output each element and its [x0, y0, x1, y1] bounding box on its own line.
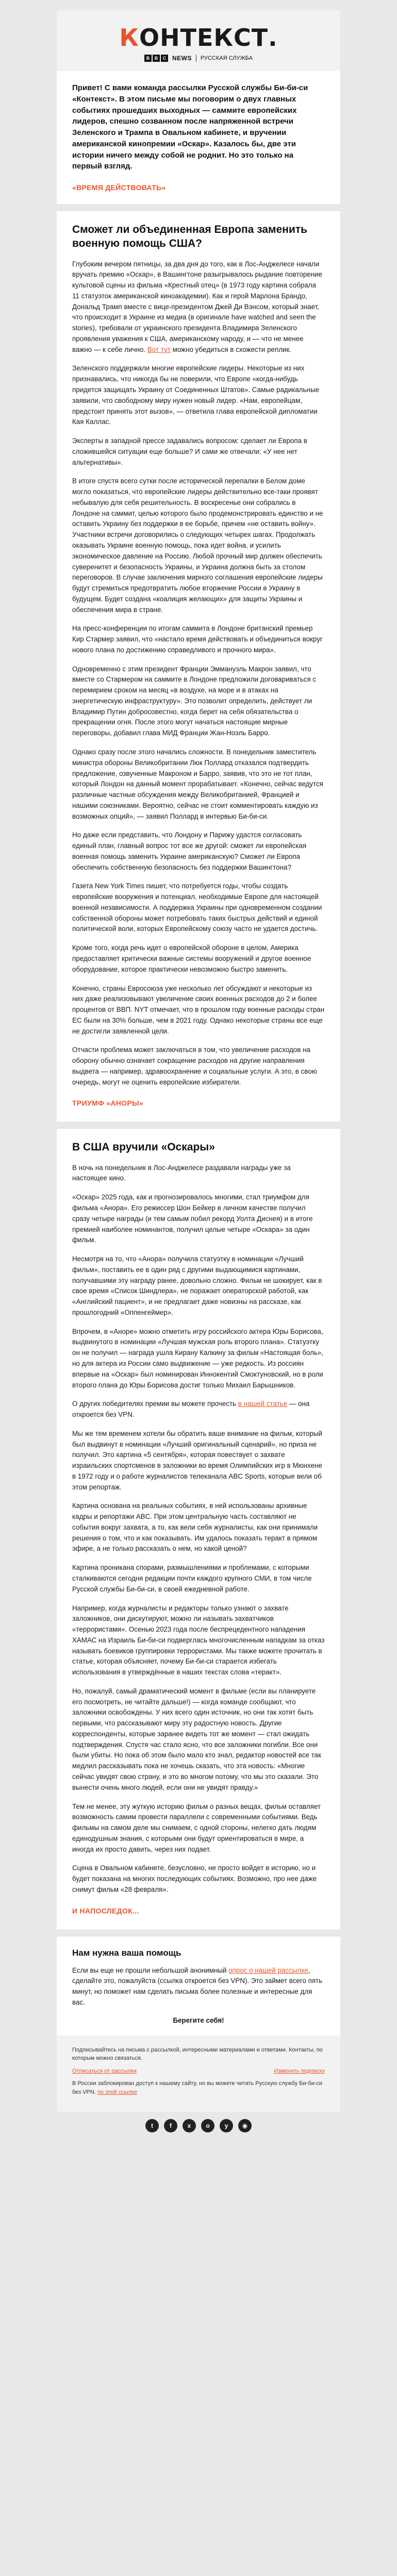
paragraph: Отчасти проблема может заключаться в том, что увеличение расходов на оборону обычно означает сокращение расходов на другие направления выдвета — например, здравоохранение и социальные услуги. А это, в свою очередь, могут не оценить европейские избиратели.	[72, 1046, 317, 1086]
paragraph: Конечно, страны Евросоюза уже несколько лет обсуждают и некоторые из них даже реализовывают увеличение своих военных расходов до 2 и более процентов от ВВП. NYT отмечает, что в прошлом году военные расходы стран ЕС были на 30% больше, чем в 2021 году. Однако некоторые страны все еще не достигли заявленной цели.	[72, 984, 325, 1035]
section-title: Сможет ли объединенная Европа заменить военную помощь США?	[72, 224, 308, 250]
x-icon[interactable]: x	[183, 2119, 196, 2132]
section-oscars	[57, 1122, 340, 1929]
paragraph: Сцена в Овальном кабинете, безусловно, не просто войдет в историю, но и будет показана на многих последующих событиях. Возможно, про нее даже снимут фильм «28 февраля».	[72, 1864, 317, 1893]
newsletter-footer	[57, 2036, 340, 2112]
footer-text: В России заблокирован доступ к нашему сайту, но вы можете читать Русскую службу Би-би-си без VPN. по этой ссылке	[72, 2080, 323, 2095]
paragraph: Глубоким вечером пятницы, за два дня до того, как в Лос-Анджелесе начали вручать премию «Оскар», в Вашингтоне разыгрывалось рыдание повторение культовой сцены из фильма «Крестный отец» (в 1973 году картина собрала 11 статуэток американской киноакадемии). Как и герой Марлона Брандо, Дональд Трамп вместе с вице-президентом Джей Ди Вэнсом, который знает, что происходит в Украине из медиа (в оригинале have watched and seen the stories), требовали от украинского президента Владимира Зеленского проявления уважения к США, американскому народу, и — что не менее важно — к себе лично. Вот тут можно убедиться в схожести реплик.	[72, 260, 323, 353]
bbc-logo: B B C	[144, 55, 168, 62]
paragraph: Если вы еще не прошли небольшой анонимный опрос о нашей рассылке, сделайте это, пожалуйста (ссылка откроется без VPN). Это займет всего пять минут, но поможет нам сделать письма более полезные и интересные для вас.	[72, 1966, 323, 2006]
intro-card	[57, 71, 340, 204]
kontekst-logo[interactable]: КОНТЕКСТ.	[119, 24, 278, 52]
help-title: Нам нужна ваша помощь	[72, 1947, 181, 1958]
intro-cta-link[interactable]: «ВРЕМЯ ДЕЙСТВОВАТЬ»	[72, 183, 166, 192]
youtube-icon[interactable]: y	[220, 2119, 233, 2132]
paragraph: Одновременно с этим президент Франции Эммануэль Макрон заявил, что вместе со Стармером на саммите в Лондоне предложили договариваться с перемирием сроком на месяц «в воздухе, на море и в атаках на энергетическую инфраструктуру». Это позволит определить, действует ли Владимир Путин добросовестно, когда берет на себя обязательства о прекращении огня. После этого могут начаться настоящие мирные переговоры, добавил глава МИД Франции Жан-Ноэль Барро.	[72, 665, 317, 737]
instagram-icon[interactable]: ◉	[238, 2119, 252, 2132]
bbc-news-label: NEWS	[172, 55, 192, 62]
section-cta-link[interactable]: И НАПОСЛЕДОК...	[72, 1906, 139, 1915]
inline-link[interactable]: Вот тут	[147, 345, 171, 353]
paragraph: Кроме того, когда речь идет о европейской обороне в целом, Америка предоставляет критически важные системы вооружений и другое военное оборудование, которое практически невозможно быстро заменить.	[72, 944, 311, 973]
manage-subscription-link[interactable]: Изменить подписку	[274, 2067, 325, 2074]
survey-link[interactable]: опрос о нашей рассылке	[228, 1966, 308, 1974]
paragraph: Картина проникана спорами, размышлениями и проблемами, с которыми сталкиваются сегодня редакции почти каждого крупного СМИ, в том числе Русской службы Би-би-си, в своей ежедневной работе.	[72, 1564, 312, 1593]
paragraph: Несмотря на то, что «Анора» получила статуэтку в номинации «Лучший фильм», поставить ее в один ряд с другими выдающимися картинами, получавшими эту награду ранее, довольно сложно. Фильм не шокирует, как в свое время «Список Шиндлера», не поражает операторской работой, как «Английский пациент», и не предлагает даже новизны на рассказе, как прошлогодний «Оппенгеймер».	[72, 1255, 322, 1316]
intro-text: Привет! С вами команда рассылки Русской службы Би-би-си «Контекст». В этом письме мы поговорим о двух главных событиях прошедших выходных — саммите европейских лидеров, спешно созванном после напряженной встречи Зеленского и Трампа в Овальном кабинете, и вручении американской кинопремии «Оскар». Казалось бы, две эти истории ничего между собой не роднит. Но это только на первый взгляд.	[72, 83, 308, 171]
section-europe	[57, 204, 340, 1122]
paragraph: Газета New York Times пишет, что потребуется годы, чтобы создать европейские вооружения и потенциал, необходимые Европе для настоящей военной независимости. А поддержка Украины при одновременном создании собственной обороны может потребовать таких быстрых действий и единой политической воли, которых Европейскому союзу часто не удается достичь.	[72, 882, 322, 933]
facebook-icon[interactable]: f	[164, 2119, 177, 2132]
telegram-icon[interactable]: t	[145, 2119, 159, 2132]
paragraph: Зеленского поддержали многие европейские лидеры. Некоторые из них признавались, что никогда бы не поверили, что Европе «когда-нибудь придется защищать Украину от Соединенных Штатов». Самые радикальные заявили, что свободному миру нужен новый лидер. «Нам, европейцам, предстоит принять этот вызов», — ответила глава европейской дипломатии Кая Каллас.	[72, 364, 320, 426]
closing-text: Берегите себя!	[173, 2016, 224, 2024]
bbc-brand-bar	[57, 55, 340, 62]
unsubscribe-link[interactable]: Отписаться от рассылки	[72, 2067, 137, 2074]
paragraph: Тем не менее, эту жуткую историю фильм о разных вещах, фильм оставляет возможность самим провести параллели с современными событиями. Ведь фильмы на самом деле мы снимаем, с одной стороны, нелегко дать людям единодушным знания, с которыми они будут ориентироваться в мире, а иногда их просто давить, через них подает.	[72, 1802, 321, 1853]
paragraph: О других победителях премии вы можете прочесть в нашей статье — она откроется без VPN.	[72, 1400, 310, 1419]
paragraph: Эксперты в западной прессе задавались вопросом: сделает ли Европа в сложившейся ситуации еще больше? И сами же отвечали: «У нее нет альтернативы».	[72, 437, 307, 466]
footer-links	[72, 2067, 325, 2076]
paragraph: Картина основана на реальных событиях, в ней использованы архивные кадры и репортажи ABC. При этом центральную часть составляют не события вокруг захвата, а то, как вели себя журналисты, как они принимали решения о том, что и как показывать. Им удалось показать теракт в прямом эфире, а не только рассказать о нем, но какой ценой?	[72, 1502, 318, 1553]
paragraph: Однако сразу после этого начались сложности. В понедельник заместитель министра обороны Великобритании Люк Поллард отказался подтвердить предложение, озвученные Макроном и Барро, заявив, что это не тот план, который Лондон на данный момент прорабатывает. «Конечно, сейчас ведутся различные частные обсуждения между Великобританией, Францией и нашими союзниками. Вероятно, сейчас не стоит комментировать каждую из возможных опций», — заявил Поллард в интервью Би-би-си.	[72, 748, 324, 820]
newsletter-header	[57, 10, 340, 71]
paragraph: В итоге спустя всего сутки после исторической перепалки в Белом доме могло показаться, что европейские лидеры действительно все-таки проявят небывалую для себя решительность. В воскресенье они собрались в Лондоне на саммит, целью которого было продемонстрировать единство и не оставить Украину без поддержки в ее борьбе, причем «не оставить войну». Участники встречи договорились о следующих четырех шагах. Продолжать оказывать Украине военную помощь, пока идет война, и усилить экономическое давление на Россию. Любой прочный мир должен обеспечить суверенитет и безопасность Украины, и Украина должна быть за столом переговоров. В случае заключения мирного соглашения европейские лидеры будут стремиться предотвратить любое вторжение России в Украину в будущем. Будет создана «коалиция желающих» для защиты Украины и обеспечения мира в стране.	[72, 477, 323, 614]
social-links	[57, 2112, 340, 2148]
russian-service-label: РУССКАЯ СЛУЖБА	[201, 55, 253, 61]
section-title: В США вручили «Оскары»	[72, 1141, 215, 1154]
inline-link[interactable]: в нашей статье	[238, 1400, 288, 1408]
paragraph: Но даже если представить, что Лондону и Парижу удастся согласовать единый план, главный вопрос тот все же другой: сможет ли европейская военная помощь заменить Украине американскую? Сможет ли Европа обеспечить собственную безопасность без поддержки Вашингтона?	[72, 831, 307, 871]
paragraph: На пресс-конференции по итогам саммита в Лондоне британский премьер Кир Стармер заявил, что «настало время действовать и объединиться вокруг нового плана по достижению справедливого и прочного мира».	[72, 624, 323, 654]
paragraph: Впрочем, в «Аноре» можно отметить игру российского актера Юры Борисова, выдвинутого в номинации «Лучшая мужская роль второго плана». Статуэтку он не получил — награда ушла Кирану Калкину за фильм «Настоящая боль», но для актера из России само выдвижение — уже редкость. Из россиян впервые на «Оскар» был номинирован Иннокентий Смоктуновский, но в роли второго плана до Юры Борисова достиг только Михаил Барышников.	[72, 1327, 324, 1389]
odnoklassniki-icon[interactable]: o	[201, 2119, 214, 2132]
mirror-link[interactable]: по этой ссылке	[97, 2089, 138, 2095]
footer-text: Подписывайтесь на письма с рассылкой, интересными материалами и ответами. Контакты, по которым можно связаться.	[72, 2046, 323, 2062]
paragraph: Мы же тем временем хотели бы обратить ваше внимание на фильм, который был выдвинут в номинации «Лучший оригинальный сценарий», но приза не получил. Это картина «5 сентября», которая повествует о захвате израильских спортсменов в заложники во время Олимпийских игр в Мюнхене в 1972 году и о работе журналистов телеканала ABC Sports, которые вели об этом репортаж.	[72, 1429, 322, 1491]
paragraph: Например, когда журналисты и редакторы только узнают о захвате заложников, они дискутируют, можно ли называть захватчиков «террористами». Осенью 2023 года после беспрецедентного нападения ХАМАС на Израиль Би-би-си подверглась многочисленным нападкам за отказ называть боевиков группировки террористами. Мы также можете прочитать в статье, которая объясняет, почему Би-би-си старается избегать использования в утверждённые в наших текстах слова «теракт».	[72, 1604, 325, 1676]
paragraph: «Оскар» 2025 года, как и прогнозировалось многими, стал триумфом для фильма «Анора». Его режиссер Шон Бейкер в личном качестве получил сразу четыре награды (и тем самым побил рекорд Уолта Диснея) и в итоге премией наиболее номинантов, получил целые четыре «Оскара» за один фильм.	[72, 1193, 313, 1244]
section-cta-link[interactable]: ТРИУМФ «АНОРЫ»	[72, 1099, 144, 1108]
help-card	[57, 1929, 340, 2036]
paragraph: Но, пожалуй, самый драматический момент в фильме (если вы планируете его посмотреть, не читайте дальше!) — когда команде сообщают, что заложники освобождены. У них всего один источник, но они так хотят быть первыми, что рассказывают миру эту радостную новость. Другие корреспонденты, которые заранее видеть тот же момент — стал ожидать подтверждения. Спустя час стало ясно, что все заложники погибли. Все они были убиты. Но пока об этом было мало кто знал, редактор новостей все так медлил рассказывать пока не хочешь сказать, что эта новость: «Многие сейчас увидят свою страну, и это во многом потому, что мы это сказали. Это вынести очень много людей, если они не увидят правду.»	[72, 1687, 321, 1791]
paragraph: В ночь на понедельник в Лос-Анджелесе раздавали награды уже за настоящее кино.	[72, 1163, 291, 1182]
